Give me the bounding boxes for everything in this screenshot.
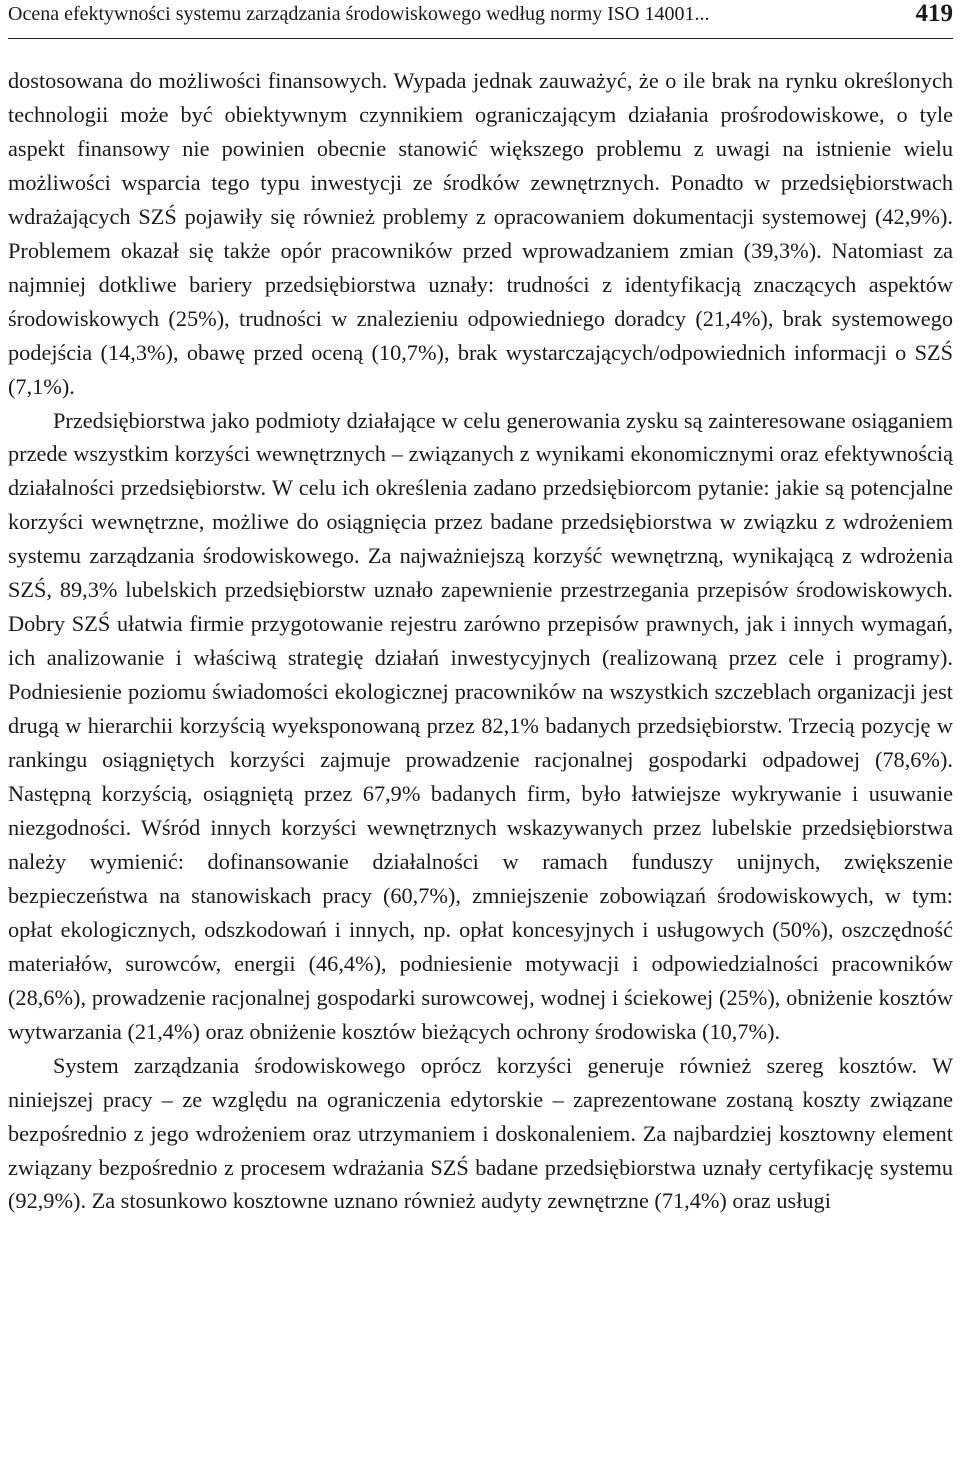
paragraph-internal-benefits: Przedsiębiorstwa jako podmioty działające w celu generowania zysku są zainteresowane osiąganiem przede wszystkim korzyści wewnętrznych – związanych z wynikami ekonomicznymi oraz efektywnością działalności przedsiębiorstw. W celu ich określenia zadano przedsiębiorcom pytanie: jakie są potencjalne korzyści wewnętrzne, możliwe do osiągnięcia przez badane przedsiębiorstwa w związku z wdrożeniem systemu zarządzania środowiskowego. Za najważniejszą korzyść wewnętrzną, wynikającą z wdrożenia SZŚ, 89,3% lubelskich przedsiębiorstw uznało zapewnienie przestrzegania przepisów środowiskowych. Dobry SZŚ ułatwia firmie przygotowanie rejestru zarówno przepisów prawnych, jak i innych wymagań, ich analizowanie i właściwą strategię działań inwestycyjnych (realizowaną przez cele i programy). Podniesienie poziomu świadomości ekologicznej pracowników na wszystkich szczeblach organizacji jest drugą w hierarchii korzyścią wyeksponowaną przez 82,1% badanych przedsiębiorstw. Trzecią pozycję w rankingu osiągniętych korzyści zajmuje prowadzenie racjonalnej gospodarki odpadowej (78,6%). Następną korzyścią, osiągniętą przez 67,9% badanych firm, było łatwiejsze wykrywanie i usuwanie niezgodności. Wśród innych korzyści wewnętrznych wskazywanych przez lubelskie przedsiębiorstwa należy wymienić: dofinansowanie działalności w ramach funduszy unijnych, zwiększenie bezpieczeństwa na stanowiskach pracy (60,7%), zmniejszenie zobowiązań środowiskowych, w tym: opłat ekologicznych, odszkodowań i innych, np. opłat koncesyjnych i usługowych (50%), oszczędność materiałów, surowców, energii (46,4%), podniesienie motywacji i odpowiedzialności pracowników (28,6%), prowadzenie racjonalnej gospodarki surowcowej, wodnej i ściekowej (25%), obniżenie kosztów wytwarzania (21,4%) oraz obniżenie kosztów bieżących ochrony środowiska (10,7%). — [8, 407, 953, 1044]
page-number: 419 — [915, 0, 953, 27]
running-header — [8, 0, 953, 39]
paragraph-costs: System zarządzania środowiskowego oprócz korzyści generuje również szereg kosztów. W niniejszej pracy – ze względu na ograniczenia edytorskie – zaprezentowane zostaną koszty związane bezpośrednio z jego wdrożeniem oraz utrzymaniem i doskonaleniem. Za najbardziej kosztowny element związany bezpośrednio z procesem wdrażania SZŚ badane przedsiębiorstwa uznały certyfikację systemu (92,9%). Za stosunkowo kosztowne uznano również audyty zewnętrzne (71,4%) oraz usługi — [8, 1052, 953, 1214]
running-title: Ocena efektywności systemu zarządzania środowiskowego według normy ISO 14001... — [8, 3, 710, 25]
paragraph-continuation: dostosowana do możliwości finansowych. Wypada jednak zauważyć, że o ile brak na rynku określonych technologii może być obiektywnym czynnikiem ograniczającym działania prośrodowiskowe, o tyle aspekt finansowy nie powinien obecnie stanowić większego problemu z uwagi na istnienie wielu możliwości wsparcia tego typu inwestycji ze środków zewnętrznych. Ponadto w przedsiębiorstwach wdrażających SZŚ pojawiły się również problemy z opracowaniem dokumentacji systemowej (42,9%). Problemem okazał się także opór pracowników przed wprowadzaniem zmian (39,3%). Natomiast za najmniej dotkliwe bariery przedsiębiorstwa uznały: trudności z identyfikacją znaczących aspektów środowiskowych (25%), trudności w znalezieniu odpowiedniego doradcy (21,4%), brak systemowego podejścia (14,3%), obawę przed oceną (10,7%), brak wystarczających/odpowiednich informacji o SZŚ (7,1%). — [8, 68, 953, 399]
page — [8, 0, 953, 1218]
body-text — [8, 64, 953, 1218]
